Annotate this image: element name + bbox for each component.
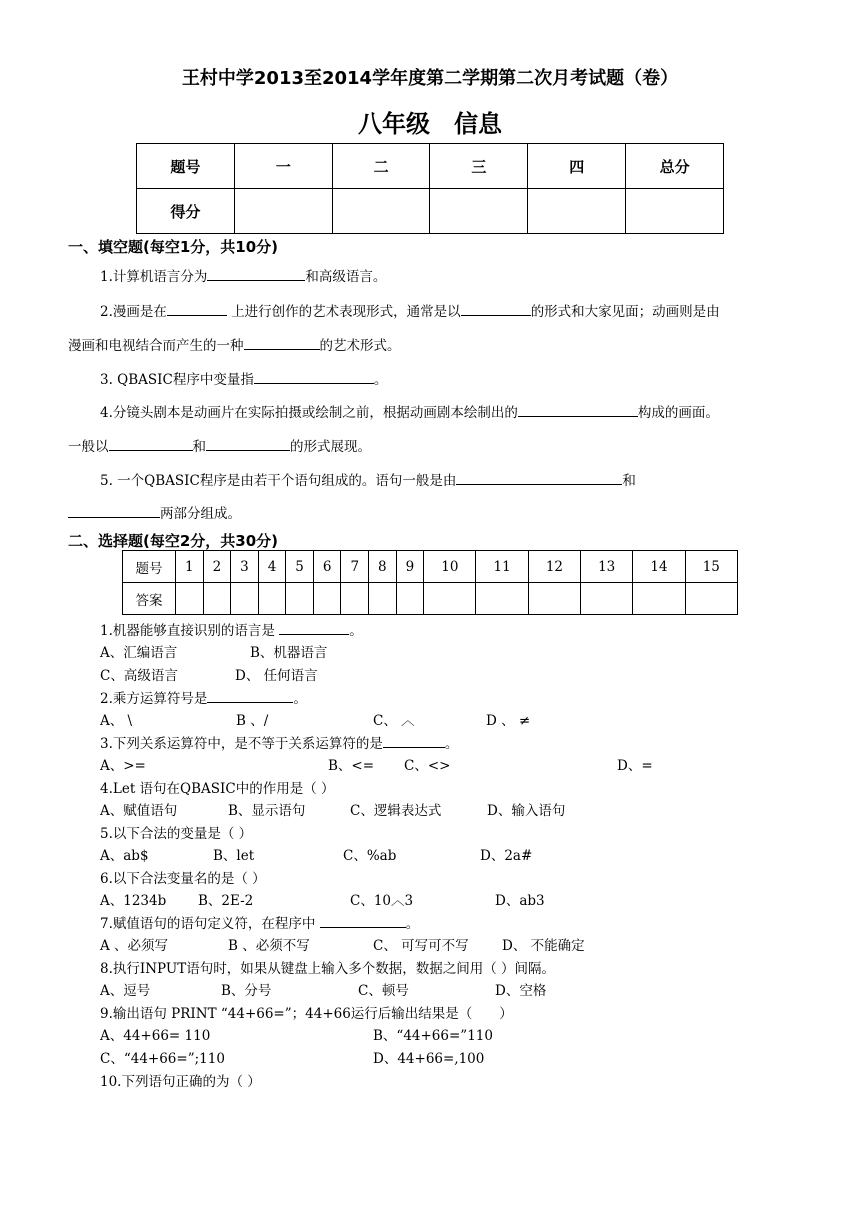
answer-table-cell: 答案 bbox=[123, 583, 176, 615]
fill-question-3 bbox=[100, 368, 387, 388]
option-c[interactable]: C、“44+66=”;110 bbox=[100, 1051, 225, 1067]
question-text: 上进行创作的艺术表现形式，通常是以 bbox=[231, 304, 461, 320]
answer-table-cell: 13 bbox=[581, 551, 633, 583]
answer-input-cell[interactable] bbox=[286, 583, 314, 615]
answer-table-cell: 14 bbox=[633, 551, 685, 583]
question-text: 两部分组成。 bbox=[160, 506, 241, 522]
answer-blank[interactable] bbox=[207, 688, 293, 703]
score-input-cell[interactable] bbox=[626, 189, 724, 234]
answer-blank[interactable] bbox=[383, 733, 445, 748]
question-text: 的形式展现。 bbox=[290, 439, 371, 455]
fill-question-1 bbox=[100, 265, 386, 285]
option-a[interactable]: A、汇编语言 bbox=[100, 645, 178, 661]
answer-blank[interactable] bbox=[320, 913, 406, 928]
option-d[interactable]: D 、 ≠ bbox=[486, 713, 531, 729]
score-table-header-row bbox=[137, 144, 724, 189]
answer-input-cell[interactable] bbox=[633, 583, 685, 615]
option-d[interactable]: D、44+66=,100 bbox=[373, 1051, 485, 1067]
section1-heading: 一、填空题(每空1分，共10分) bbox=[68, 238, 279, 256]
answer-table-cell: 15 bbox=[685, 551, 737, 583]
option-a[interactable]: A、>= bbox=[100, 758, 146, 774]
choice-question-5: 5.以下合法的变量是（ ） bbox=[100, 826, 253, 842]
answer-input-cell[interactable] bbox=[581, 583, 633, 615]
question-text: 构成的画面。 bbox=[637, 405, 719, 421]
answer-blank[interactable] bbox=[279, 620, 349, 635]
option-c[interactable]: C、%ab bbox=[343, 848, 397, 864]
question-text: 1.计算机语言分为 bbox=[100, 269, 208, 285]
answer-blank[interactable] bbox=[244, 335, 320, 350]
answer-input-cell[interactable] bbox=[476, 583, 528, 615]
question-text: 。 bbox=[444, 736, 459, 752]
exam-subtitle: 八年级 信息 bbox=[358, 110, 502, 138]
question-text: 5. 一个QBASIC程序是由若干个语句组成的。语句一般是由 bbox=[100, 473, 457, 489]
option-b[interactable]: B、分号 bbox=[221, 983, 272, 999]
answer-input-cell[interactable] bbox=[685, 583, 737, 615]
answer-input-cell[interactable] bbox=[396, 583, 424, 615]
option-a[interactable]: A、ab$ bbox=[100, 848, 149, 864]
answer-blank[interactable] bbox=[167, 301, 227, 316]
question-text: 3. QBASIC程序中变量指 bbox=[100, 372, 254, 388]
answer-input-cell[interactable] bbox=[528, 583, 580, 615]
option-b[interactable]: B、<= bbox=[328, 758, 375, 774]
choice-question-9: 9.输出语句 PRINT “44+66=”；44+66运行后输出结果是（ ） bbox=[100, 1006, 513, 1022]
choice-question-2 bbox=[100, 687, 307, 707]
option-d[interactable]: D、 不能确定 bbox=[502, 938, 585, 954]
option-b[interactable]: B 、/ bbox=[236, 713, 269, 729]
option-b[interactable]: B、显示语句 bbox=[228, 803, 306, 819]
option-d[interactable]: D、= bbox=[617, 758, 653, 774]
score-input-cell[interactable] bbox=[430, 189, 528, 234]
fill-question-5 bbox=[100, 469, 636, 489]
score-cell: 得分 bbox=[137, 189, 235, 234]
option-a[interactable]: A、赋值语句 bbox=[100, 803, 178, 819]
score-cell: 二 bbox=[332, 144, 430, 189]
answer-table-cell: 6 bbox=[313, 551, 341, 583]
score-table bbox=[136, 143, 724, 234]
answer-input-cell[interactable] bbox=[231, 583, 259, 615]
answer-table-cell: 7 bbox=[341, 551, 369, 583]
question-stem: 1.机器能够直接识别的语言是 bbox=[100, 623, 275, 639]
option-d[interactable]: D、ab3 bbox=[495, 893, 545, 909]
answer-table-cell: 4 bbox=[258, 551, 286, 583]
option-b[interactable]: B、“44+66=”110 bbox=[373, 1028, 493, 1044]
fill-question-2-cont bbox=[68, 334, 401, 354]
question-text: 和 bbox=[192, 439, 206, 455]
score-input-cell[interactable] bbox=[332, 189, 430, 234]
answer-input-cell[interactable] bbox=[258, 583, 286, 615]
answer-table-cell: 9 bbox=[396, 551, 424, 583]
question-stem: 2.乘方运算符号是 bbox=[100, 691, 208, 707]
answer-input-cell[interactable] bbox=[203, 583, 231, 615]
score-input-cell[interactable] bbox=[234, 189, 332, 234]
choice-question-10: 10.下列语句正确的为（ ） bbox=[100, 1074, 261, 1090]
answer-blank[interactable] bbox=[109, 436, 193, 451]
answer-table-cell: 1 bbox=[176, 551, 204, 583]
score-cell: 题号 bbox=[137, 144, 235, 189]
answer-table-cell: 3 bbox=[231, 551, 259, 583]
choice-question-6: 6.以下合法变量名的是（ ） bbox=[100, 871, 266, 887]
option-c[interactable]: C、 可写可不写 bbox=[373, 938, 469, 954]
option-d[interactable]: D、 任何语言 bbox=[235, 668, 318, 684]
answer-input-cell[interactable] bbox=[313, 583, 341, 615]
score-cell: 总分 bbox=[626, 144, 724, 189]
score-cell: 三 bbox=[430, 144, 528, 189]
question-text: 。 bbox=[293, 691, 307, 707]
answer-blank[interactable] bbox=[207, 266, 305, 281]
question-text: 4.分镜头剧本是动画片在实际拍摄或绘制之前，根据动画剧本绘制出的 bbox=[100, 405, 518, 421]
fill-question-4 bbox=[100, 401, 719, 421]
option-c[interactable]: C、逻辑表达式 bbox=[350, 803, 442, 819]
question-text: 2.漫画是在 bbox=[100, 304, 167, 320]
answer-table-cell: 2 bbox=[203, 551, 231, 583]
question-text: 一般以 bbox=[68, 439, 109, 455]
answer-input-cell[interactable] bbox=[424, 583, 476, 615]
answer-table-answer-row bbox=[123, 583, 738, 615]
answer-table bbox=[122, 550, 738, 615]
question-text: 。 bbox=[405, 916, 420, 932]
fill-question-2 bbox=[100, 300, 720, 320]
question-text: 和 bbox=[622, 473, 636, 489]
choice-question-4: 4.Let 语句在QBASIC中的作用是（ ） bbox=[100, 781, 335, 797]
exam-title: 王村中学2013至2014学年度第二学期第二次月考试题（卷） bbox=[181, 68, 679, 89]
option-d[interactable]: D、输入语句 bbox=[487, 803, 566, 819]
answer-table-cell: 12 bbox=[528, 551, 580, 583]
question-text: 。 bbox=[349, 623, 363, 639]
choice-question-8: 8.执行INPUT语句时，如果从键盘上输入多个数据，数据之间用（ ）间隔。 bbox=[100, 961, 556, 977]
fill-question-4-cont bbox=[68, 435, 371, 455]
option-a[interactable]: A 、必须写 bbox=[100, 938, 169, 954]
option-b[interactable]: B 、必须不写 bbox=[228, 938, 310, 954]
question-text: 。 bbox=[373, 372, 388, 388]
choice-question-3 bbox=[100, 732, 458, 752]
answer-input-cell[interactable] bbox=[176, 583, 204, 615]
option-c[interactable]: C、<> bbox=[404, 758, 451, 774]
score-input-cell[interactable] bbox=[528, 189, 626, 234]
answer-table-cell: 10 bbox=[424, 551, 476, 583]
answer-table-cell: 题号 bbox=[123, 551, 176, 583]
option-a[interactable]: A、44+66= 110 bbox=[100, 1028, 211, 1044]
choice-question-1 bbox=[100, 619, 363, 639]
option-d[interactable]: D、空格 bbox=[495, 983, 547, 999]
option-c[interactable]: C、高级语言 bbox=[100, 668, 178, 684]
option-b[interactable]: B、机器语言 bbox=[250, 645, 328, 661]
question-text: 和高级语言。 bbox=[305, 269, 387, 285]
question-text: 的艺术形式。 bbox=[319, 338, 401, 354]
option-a[interactable]: A、逗号 bbox=[100, 983, 151, 999]
answer-table-number-row bbox=[123, 551, 738, 583]
answer-blank[interactable] bbox=[254, 369, 374, 384]
question-stem: 3.下列关系运算符中，是不等于关系运算符的是 bbox=[100, 736, 383, 752]
answer-table-cell: 5 bbox=[286, 551, 314, 583]
answer-blank[interactable] bbox=[68, 503, 160, 518]
option-a[interactable]: A、 \ bbox=[100, 713, 133, 729]
question-text: 的形式和大家见面；动画则是由 bbox=[530, 304, 720, 320]
option-c[interactable]: C、10︿3 bbox=[350, 893, 414, 909]
answer-input-cell[interactable] bbox=[341, 583, 369, 615]
question-stem: 7.赋值语句的语句定义符，在程序中 bbox=[100, 916, 316, 932]
answer-blank[interactable] bbox=[518, 402, 638, 417]
fill-question-5-cont bbox=[68, 502, 241, 522]
option-b[interactable]: B、2E-2 bbox=[198, 893, 254, 909]
answer-blank[interactable] bbox=[206, 436, 290, 451]
question-text: 漫画和电视结合而产生的一种 bbox=[68, 338, 244, 354]
choice-question-7 bbox=[100, 912, 419, 932]
section2-heading: 二、选择题(每空2分，共30分) bbox=[68, 532, 279, 550]
answer-table-cell: 11 bbox=[476, 551, 528, 583]
option-a[interactable]: A、1234b bbox=[100, 893, 167, 909]
option-c[interactable]: C、顿号 bbox=[358, 983, 409, 999]
score-cell: 四 bbox=[528, 144, 626, 189]
answer-input-cell[interactable] bbox=[369, 583, 397, 615]
option-c[interactable]: C、 ︿ bbox=[373, 713, 415, 729]
option-b[interactable]: B、let bbox=[213, 848, 255, 864]
answer-blank[interactable] bbox=[461, 301, 531, 316]
score-table-score-row bbox=[137, 189, 724, 234]
answer-table-cell: 8 bbox=[369, 551, 397, 583]
answer-blank[interactable] bbox=[456, 470, 622, 485]
score-cell: 一 bbox=[234, 144, 332, 189]
option-d[interactable]: D、2a# bbox=[480, 848, 533, 864]
